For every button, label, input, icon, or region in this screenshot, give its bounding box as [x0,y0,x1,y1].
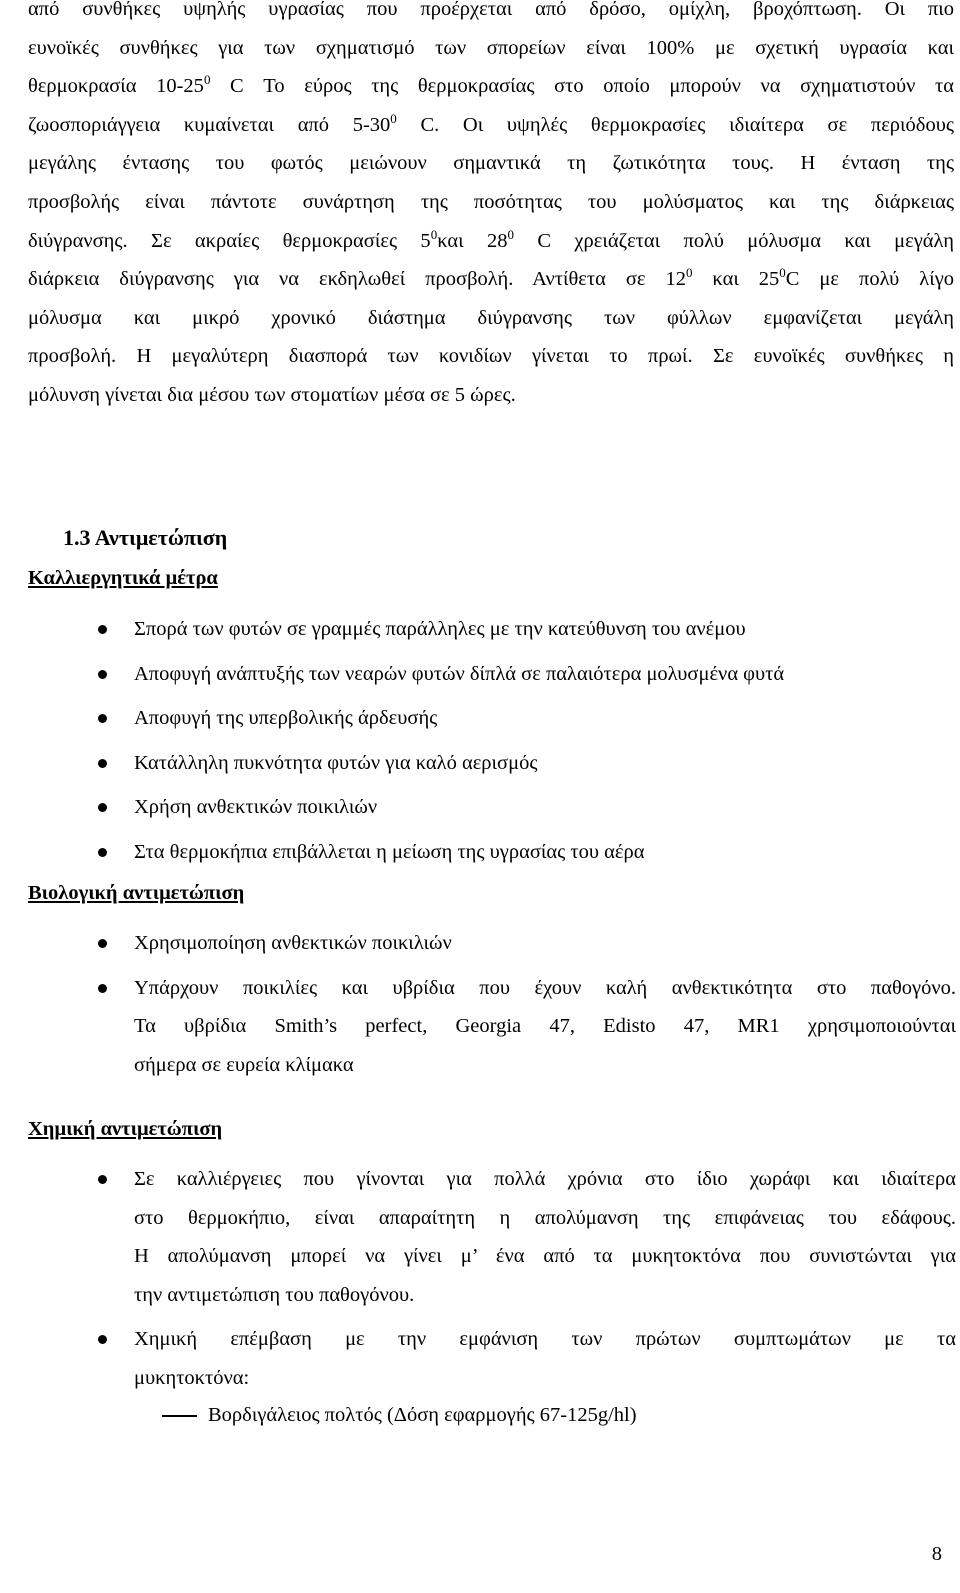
section-heading: 1.3 Αντιμετώπιση [63,525,228,550]
bullet-icon [98,625,107,634]
intro-line-3-text-a: θερμοκρασία 10-25 [28,75,204,98]
list-item-text-line: Υπάρχουν ποικιλίες και υβρίδια που έχουν καλή ανθεκτικότητα στο παθογόνο. [134,976,956,999]
list-item [28,1320,956,1397]
list-item-text-line: στο θερμοκήπιο, είναι απαραίτητη η απολύμανση της επιφάνειας του εδάφους. [134,1206,956,1229]
bullet-icon [98,1335,107,1344]
intro-line-9: μόλυσμα και μικρό χρονικό διάστημα διύγρανσης των φύλλων εμφανίζεται μεγάλη [28,306,954,329]
cultural-measures-list [28,610,956,872]
bullet-icon [98,939,107,948]
bullet-icon [98,984,107,993]
list-item-text: Κατάλληλη πυκνότητα φυτών για καλό αερισμός [134,751,538,774]
intro-line-7 [28,222,954,261]
biological-control-list [28,924,956,1084]
bullet-icon [98,759,107,768]
degree-superscript: 0 [779,265,786,281]
bullet-icon [98,670,107,679]
degree-superscript: 0 [507,226,514,242]
intro-line-3 [28,67,954,106]
intro-line-8-text-c: C με πολύ λίγο [785,268,955,291]
list-item-text-line: την αντιμετώπιση του παθογόνου. [134,1283,415,1306]
chemical-control-heading: Χημική αντιμετώπιση [28,1118,223,1140]
list-item [28,788,956,827]
list-item-text-line: Τα υβρίδια Smith’s perfect, Georgia 47, Edisto 47, MR1 χρησιμοποιούνται [134,1015,956,1038]
intro-line-2: ευνοϊκές συνθήκες για των σχηματισμό των σπορείων είναι 100% με σχετική υγρασία και [28,36,954,59]
list-item-text-line: Χημική επέμβαση με την εμφάνιση των πρώτων συμπτωμάτων με τα [134,1328,956,1351]
intro-line-4-text-a: ζωοσποριάγγεια κυμαίνεται από 5-30 [28,113,391,136]
dash-list-item-text: Βορδιγάλειος πολτός (Δόση εφαρμογής 67-125g/hl) [208,1404,637,1426]
intro-line-3-text-b: C Το εύρος της θερμοκρασίας στο οποίο μπορούν να σχηματιστούν τα [210,75,954,98]
intro-line-11: μόλυνση γίνεται δια μέσου των στοματίων μέσα σε 5 ώρες. [28,383,516,406]
degree-superscript: 0 [390,110,397,126]
list-item-text: Σπορά των φυτών σε γραμμές παράλληλες με την κατεύθυνση του ανέμου [134,618,746,640]
list-item [28,833,956,872]
list-item-text-line: Σε καλλιέργειες που γίνονται για πολλά χρόνια στο ίδιο χωράφι και ιδιαίτερα [134,1168,956,1190]
intro-line-8-text-a: διάρκεια διύγρανσης για να εκδηλωθεί προσβολή. Αντίθετα σε 12 [28,268,686,291]
bullet-icon [98,1175,107,1184]
intro-line-8 [28,260,954,299]
intro-line-7-text-b: και 28 [437,229,508,252]
intro-line-1: από συνθήκες υψηλής υγρασίας που προέρχεται από δρόσο, ομίχλη, βροχόπτωση. Οι πιο [28,0,954,20]
list-item-text-line: σήμερα σε ευρεία κλίμακα [134,1053,354,1076]
dash-bullet-icon [162,1415,197,1417]
list-item [28,1160,956,1314]
list-item [28,610,956,649]
intro-line-4-text-b: C. Οι υψηλές θερμοκρασίες ιδιαίτερα σε περιόδους [396,113,954,136]
intro-line-6: προσβολής είναι πάντοτε συνάρτηση της ποσότητας του μολύσματος και της διάρκειας [28,190,954,213]
bullet-icon [98,803,107,812]
bullet-icon [98,714,107,723]
list-item [28,744,956,783]
list-item [28,655,956,694]
list-item-text-line: Η απολύμανση μπορεί να γίνει μ’ ένα από τα μυκητοκτόνα που συνιστώνται για [134,1245,956,1268]
biological-control-heading: Βιολογική αντιμετώπιση [28,882,245,904]
list-item-text: Χρήση ανθεκτικών ποικιλιών [134,796,378,819]
intro-line-7-text-c: C χρειάζεται πολύ μόλυσμα και μεγάλη [513,229,954,252]
list-item [28,969,956,1085]
list-item [28,699,956,738]
intro-line-10: προσβολή. Η μεγαλύτερη διασπορά των κονιδίων γίνεται το πρωί. Σε ευνοϊκές συνθήκες η [28,345,954,368]
degree-superscript: 0 [203,72,211,88]
intro-paragraph [28,0,954,415]
chemical-control-list [28,1160,956,1398]
page-number: 8 [931,1543,942,1565]
degree-superscript: 0 [430,226,438,242]
intro-line-7-text-a: διύγρανσης. Σε ακραίες θερμοκρασίες 5 [28,229,431,252]
intro-line-4 [28,106,954,145]
cultural-measures-heading: Καλλιεργητικά μέτρα [28,567,218,589]
bullet-icon [98,848,107,857]
list-item-text: Χρησιμοποίηση ανθεκτικών ποικιλιών [134,932,452,954]
list-item [28,924,956,963]
list-item-text: Στα θερμοκήπια επιβάλλεται η μείωση της υγρασίας του αέρα [134,840,645,863]
degree-superscript: 0 [685,265,693,281]
intro-line-5: μεγάλης έντασης του φωτός μειώνουν σημαντικά τη ζωτικότητα τους. Η ένταση της [28,152,954,175]
list-item-text-line: μυκητοκτόνα: [134,1366,250,1389]
list-item-text: Αποφυγή ανάπτυξής των νεαρών φυτών δίπλά σε παλαιότερα μολυσμένα φυτά [134,662,785,685]
list-item-text: Αποφυγή της υπερβολικής άρδευσής [134,707,438,730]
intro-line-8-text-b: και 25 [692,268,780,291]
